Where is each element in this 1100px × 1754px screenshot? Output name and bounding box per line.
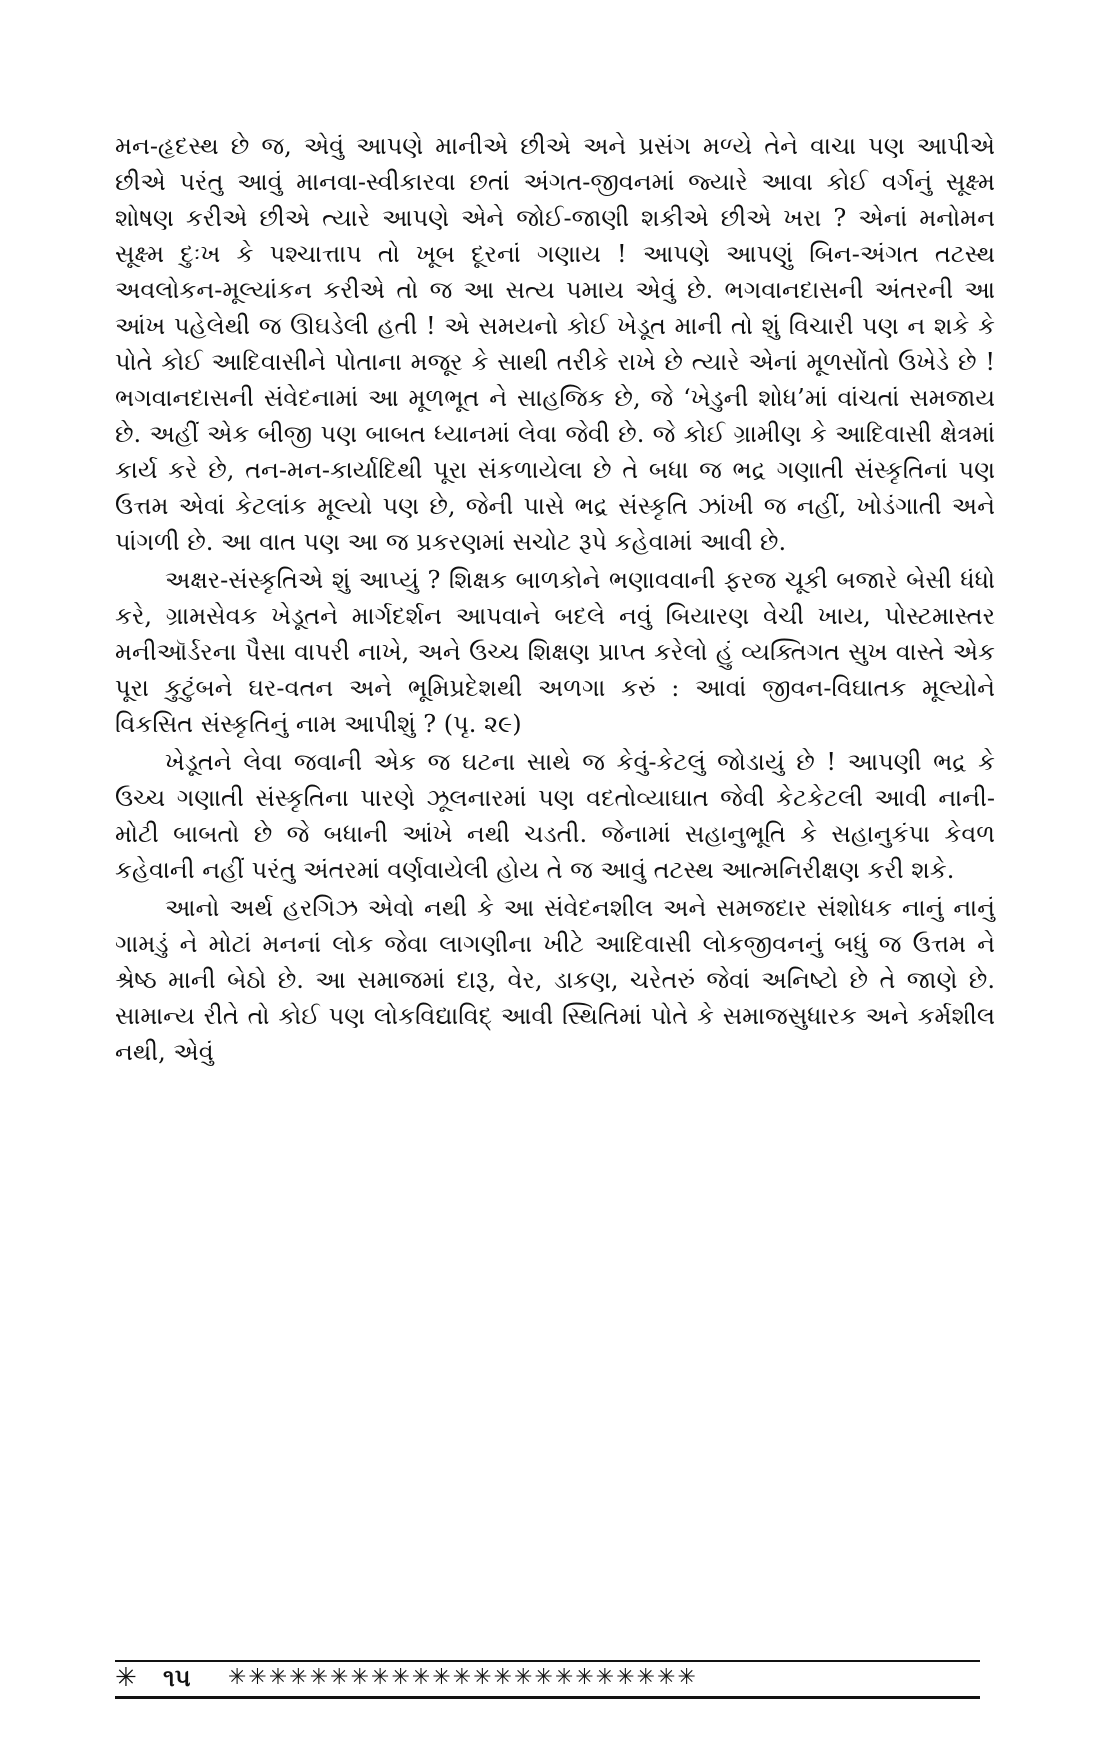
- page-number: ૧૫: [163, 1664, 191, 1692]
- page-body: [115, 128, 995, 1070]
- page-footer: [115, 1660, 980, 1700]
- paragraph-4: આનો અર્થ હરગિઝ એવો નથી કે આ સંવેદનશીલ અને સમજદાર સંશોધક નાનું નાનું ગામડું ને મોટાં મનનાં લોક જેવા લાગણીના ખીટે આદિવાસી લોકજીવનનું બધું જ ઉત્તમ ને શ્રેષ્ઠ માની બેઠો છે. આ સમાજમાં દારૂ, વેર, ડાકણ, ચરેતરું જેવાં અનિષ્ટો છે તે જાણે છે. સામાન્ય રીતે તો કોઈ પણ લોકવિદ્યાવિદ્ આવી સ્થિતિમાં પોતે કે સમાજસુધારક અને કર્મશીલ નથી, એવું: [115, 894, 995, 1066]
- paragraph-1: મન-હૃદસ્થ છે જ, એવું આપણે માનીએ છીએ અને પ્રસંગ મળ્યે તેને વાચા પણ આપીએ છીએ પરંતુ આવું માનવા-સ્વીકારવા છતાં અંગત-જીવનમાં જ્યારે આવા કોઈ વર્ગનું સૂક્ષ્મ શોષણ કરીએ છીએ ત્યારે આપણે એને જોઈ-જાણી શકીએ છીએ ખરા ? એનાં મનોમન સૂક્ષ્મ દુઃખ કે પશ્ચાત્તાપ તો ખૂબ દૂરનાં ગણાય ! આપણે આપણું બિન-અંગત તટસ્થ અવલોકન-મૂલ્યાંકન કરીએ તો જ આ સત્ય પમાય એવું છે. ભગવાનદાસની અંતરની આ આંખ પહેલેથી જ ઊઘડેલી હતી ! એ સમયનો કોઈ ખેડૂત માની તો શું વિચારી પણ ન શકે કે પોતે કોઈ આદિવાસીને પોતાના મજૂર કે સાથી તરીકે રાખે છે ત્યારે એનાં મૂળસોંતો ઉખેડે છે ! ભગવાનદાસની સંવેદનામાં આ મૂળભૂત ને સાહજિક છે, જે ‘ખેડુની શોધ’માં વાંચતાં સમજાય છે. અહીં એક બીજી પણ બાબત ધ્યાનમાં લેવા જેવી છે. જે કોઈ ગ્રામીણ કે આદિવાસી ક્ષેત્રમાં કાર્ય કરે છે, તન-મન-કાર્યાદિથી પૂરા સંકળાયેલા છે તે બધા જ ભદ્ર ગણાતી સંસ્કૃતિનાં પણ ઉત્તમ એવાં કેટલાંક મૂલ્યો પણ છે, જેની પાસે ભદ્ર સંસ્કૃતિ ઝાંખી જ નહીં, ખોડંગાતી અને પાંગળી છે. આ વાત પણ આ જ પ્રકરણમાં સચોટ રૂપે કહેવામાં આવી છે.: [115, 132, 995, 556]
- ornament-star-icon: ✳: [115, 1663, 137, 1693]
- paragraph-2-quote: અક્ષર-સંસ્કૃતિએ શું આપ્યું ? શિક્ષક બાળકોને ભણાવવાની ફરજ ચૂકી બજારે બેસી ધંધો કરે, ગ્રામસેવક ખેડૂતને માર્ગદર્શન આપવાને બદલે નવું બિયારણ વેચી ખાય, પોસ્ટમાસ્તર મનીઑર્ડરના પૈસા વાપરી નાખે, અને ઉચ્ચ શિક્ષણ પ્રાપ્ત કરેલો હું વ્યક્તિગત સુખ વાસ્તે એક પૂરા કુટુંબને ઘર-વતન અને ભૂમિપ્રદેશથી અળગા કરું : આવાં જીવન-વિઘાતક મૂલ્યોને વિકસિત સંસ્કૃતિનું નામ આપીશું ? (પૃ. ૨૯): [115, 566, 995, 738]
- ornament-star-row: ✳✳✳✳✳✳✳✳✳✳✳✳✳✳✳✳✳✳✳✳✳✳✳: [228, 1665, 698, 1690]
- paragraph-3: ખેડૂતને લેવા જવાની એક જ ઘટના સાથે જ કેવું-કેટલું જોડાયું છે ! આપણી ભદ્ર કે ઉચ્ચ ગણાતી સંસ્કૃતિના પારણે ઝૂલનારમાં પણ વદતોવ્યાઘાત જેવી કેટકેટલી આવી નાની-મોટી બાબતો છે જે બધાની આંખે નથી ચડતી. જેનામાં સહાનુભૂતિ કે સહાનુકંપા કેવળ કહેવાની નહીં પરંતુ અંતરમાં વર્ણવાયેલી હોય તે જ આવું તટસ્થ આત્મનિરીક્ષણ કરી શકે.: [115, 748, 995, 884]
- footer-bottom-rule: [115, 1696, 980, 1699]
